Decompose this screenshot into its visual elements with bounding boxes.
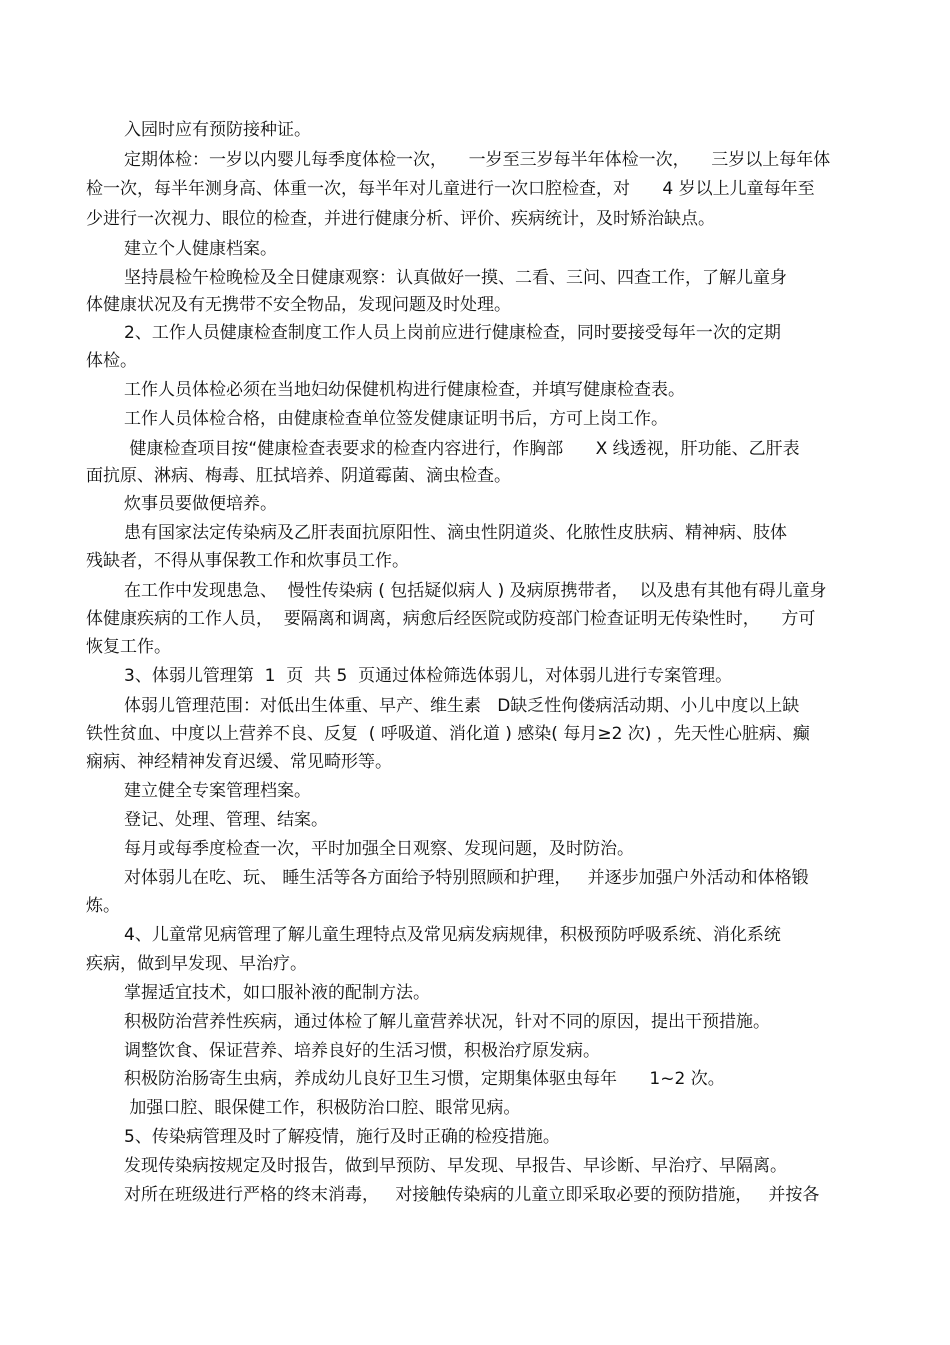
text-line: 3、体弱儿管理第 1 页 共 5 页通过体检筛选体弱儿，对体弱儿进行专案管理。	[124, 666, 733, 686]
text-line: 铁性贫血、中度以上营养不良、反复 ( 呼吸道、消化道 ) 感染( 每月≥2 次) ，先天性心脏病、癫	[86, 724, 810, 744]
text-line: 疾病，做到早发现、早治疗。	[86, 954, 307, 974]
text-line: 体检。	[86, 351, 137, 371]
text-line: 患有国家法定传染病及乙肝表面抗原阳性、滴虫性阴道炎、化脓性皮肤病、精神病、肢体	[124, 523, 787, 543]
text-line: 工作人员体检必须在当地妇幼保健机构进行健康检查，并填写健康检查表。	[124, 380, 685, 400]
text-line: 恢复工作。	[86, 637, 171, 657]
text-line: 4、儿童常见病管理了解儿童生理特点及常见病发病规律，积极预防呼吸系统、消化系统	[124, 925, 781, 945]
text-line: 体弱儿管理范围：对低出生体重、早产、维生素 D缺乏性佝偻病活动期、小儿中度以上缺	[124, 696, 800, 716]
text-line: 掌握适宜技术，如口服补液的配制方法。	[124, 983, 430, 1003]
text-line: 炼。	[86, 896, 120, 916]
text-line: 在工作中发现患急、 慢性传染病 ( 包括疑似病人 ) 及病原携带者， 以及患有其他有碍儿童身	[124, 581, 827, 601]
text-line: 5、传染病管理及时了解疫情，施行及时正确的检疫措施。	[124, 1127, 560, 1147]
text-line: 残缺者，不得从事保教工作和炊事员工作。	[86, 551, 409, 571]
text-line: 登记、处理、管理、结案。	[124, 810, 328, 830]
text-line: 对体弱儿在吃、玩、 睡生活等各方面给予特别照顾和护理， 并逐步加强户外活动和体格锻	[124, 868, 809, 888]
text-line: 工作人员体检合格，由健康检查单位签发健康证明书后，方可上岗工作。	[124, 409, 668, 429]
text-line: 坚持晨检午检晚检及全日健康观察：认真做好一摸、二看、三问、四查工作，了解儿童身	[124, 268, 787, 288]
text-line: 少进行一次视力、眼位的检查，并进行健康分析、评价、疾病统计，及时矫治缺点。	[86, 209, 715, 229]
text-line: 炊事员要做便培养。	[124, 494, 277, 514]
text-line: 痫病、神经精神发育迟缓、常见畸形等。	[86, 752, 392, 772]
text-line: 体健康疾病的工作人员， 要隔离和调离，病愈后经医院或防疫部门检查证明无传染性时， 方可	[86, 609, 816, 629]
text-line: 发现传染病按规定及时报告，做到早预防、早发现、早报告、早诊断、早治疗、早隔离。	[124, 1156, 787, 1176]
text-line: 检一次，每半年测身高、体重一次，每半年对儿童进行一次口腔检查，对 4 岁以上儿童每年至	[86, 179, 815, 199]
text-line: 积极防治营养性疾病，通过体检了解儿童营养状况，针对不同的原因，提出干预措施。	[124, 1012, 770, 1032]
text-line: 每月或每季度检查一次，平时加强全日观察、发现问题，及时防治。	[124, 839, 634, 859]
text-line: 健康检查项目按“健康检查表要求的检查内容进行，作胸部 X 线透视，肝功能、乙肝表	[124, 439, 800, 459]
text-line: 面抗原、淋病、梅毒、肛拭培养、阴道霉菌、滴虫检查。	[86, 466, 511, 486]
text-line: 加强口腔、眼保健工作，积极防治口腔、眼常见病。	[124, 1098, 521, 1118]
text-line: 建立健全专案管理档案。	[124, 781, 311, 801]
text-line: 建立个人健康档案。	[124, 239, 277, 259]
text-line: 定期体检：一岁以内婴儿每季度体检一次， 一岁至三岁每半年体检一次， 三岁以上每年体	[124, 150, 831, 170]
text-line: 调整饮食、保证营养、培养良好的生活习惯，积极治疗原发病。	[124, 1041, 600, 1061]
text-line: 积极防治肠寄生虫病，养成幼儿良好卫生习惯，定期集体驱虫每年 1~2 次。	[124, 1069, 725, 1089]
text-line: 2、工作人员健康检查制度工作人员上岗前应进行健康检查，同时要接受每年一次的定期	[124, 323, 781, 343]
text-line: 对所在班级进行严格的终末消毒， 对接触传染病的儿童立即采取必要的预防措施， 并按各	[124, 1185, 820, 1205]
text-line: 入园时应有预防接种证。	[124, 120, 311, 140]
text-line: 体健康状况及有无携带不安全物品，发现问题及时处理。	[86, 295, 511, 315]
